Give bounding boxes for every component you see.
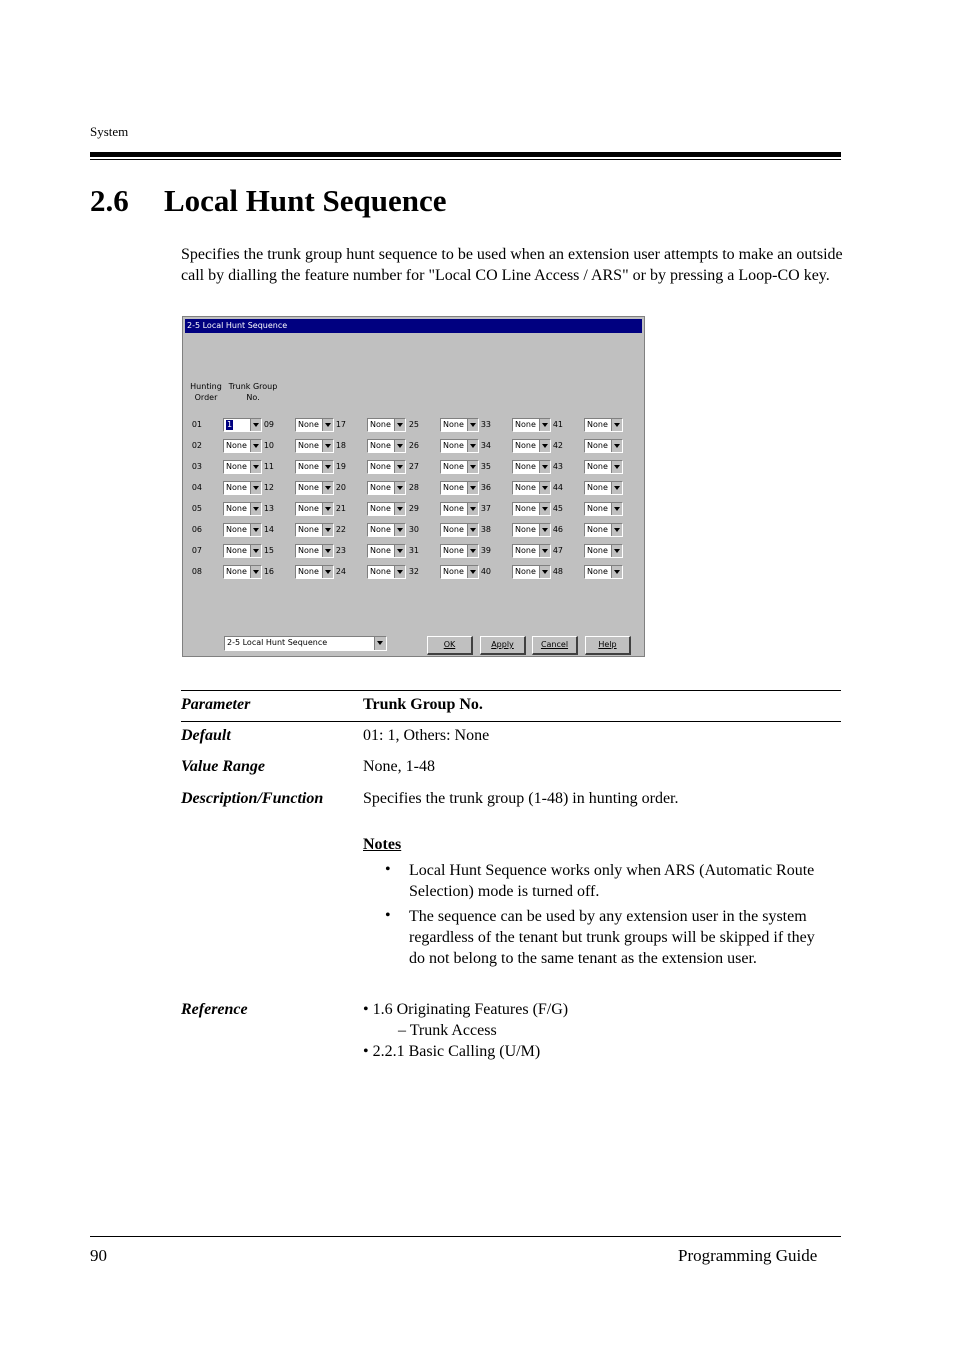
trunk-group-value: None — [226, 525, 247, 534]
trunk-group-value: None — [443, 525, 464, 534]
trunk-group-header: Trunk Group No. — [228, 382, 278, 402]
chevron-down-icon[interactable] — [611, 545, 622, 557]
trunk-group-value: None — [587, 567, 608, 576]
cancel-button[interactable]: Cancel — [532, 636, 578, 655]
hunting-order-number: 43 — [552, 462, 563, 471]
hunting-order-number: 16 — [263, 567, 274, 576]
section-number: 2.6 — [90, 183, 129, 218]
trunk-group-value: None — [515, 567, 536, 576]
trunk-group-value: None — [298, 483, 319, 492]
trunk-group-value: None — [587, 525, 608, 534]
chevron-down-icon[interactable] — [611, 566, 622, 578]
hunting-order-number: 46 — [552, 525, 563, 534]
view-select[interactable] — [224, 636, 387, 651]
trunk-group-value: None — [298, 441, 319, 450]
hunting-order-number: 06 — [191, 525, 202, 534]
trunk-group-value: None — [443, 483, 464, 492]
header-rule-thin — [90, 159, 841, 160]
hunting-order-number: 12 — [263, 483, 274, 492]
trunk-group-value: None — [443, 504, 464, 513]
hunting-order-number: 29 — [408, 504, 419, 513]
trunk-group-value: None — [443, 462, 464, 471]
trunk-group-value: None — [515, 525, 536, 534]
default-label: Default — [181, 727, 231, 744]
table-rule — [181, 721, 841, 722]
section-title: Local Hunt Sequence — [164, 183, 447, 218]
bullet: • — [385, 907, 391, 924]
hunting-order-number: 35 — [480, 462, 491, 471]
trunk-group-value: None — [587, 420, 608, 429]
hunting-order-number: 14 — [263, 525, 274, 534]
hunting-order-number: 28 — [408, 483, 419, 492]
hunting-order-number: 47 — [552, 546, 563, 555]
chevron-down-icon[interactable] — [611, 503, 622, 515]
hunting-order-number: 34 — [480, 441, 491, 450]
ok-button[interactable]: OK — [427, 636, 473, 655]
trunk-group-value: None — [226, 462, 247, 471]
trunk-group-value: None — [226, 504, 247, 513]
trunk-group-value: None — [298, 525, 319, 534]
trunk-group-value: None — [443, 441, 464, 450]
hunting-order-number: 40 — [480, 567, 491, 576]
hunting-order-number: 04 — [191, 483, 202, 492]
hunting-order-number: 19 — [335, 462, 346, 471]
hunting-order-number: 38 — [480, 525, 491, 534]
hunting-order-number: 02 — [191, 441, 202, 450]
dialog-title: 2-5 Local Hunt Sequence — [185, 319, 642, 333]
trunk-group-value: None — [298, 546, 319, 555]
trunk-group-value: None — [587, 546, 608, 555]
trunk-group-value: None — [370, 441, 391, 450]
hunting-order-number: 31 — [408, 546, 419, 555]
hunting-order-number: 45 — [552, 504, 563, 513]
trunk-group-value: None — [298, 462, 319, 471]
chevron-down-icon[interactable] — [374, 637, 386, 650]
hunting-order-number: 18 — [335, 441, 346, 450]
hunting-order-number: 42 — [552, 441, 563, 450]
hunting-order-number: 13 — [263, 504, 274, 513]
parameter-value: Trunk Group No. — [363, 696, 483, 713]
hunting-order-number: 26 — [408, 441, 419, 450]
reference-item: • 2.2.1 Basic Calling (U/M) — [363, 1043, 541, 1060]
trunk-group-value: None — [515, 420, 536, 429]
book-title: Programming Guide — [678, 1246, 818, 1265]
hunting-order-number: 37 — [480, 504, 491, 513]
hunting-order-number: 41 — [552, 420, 563, 429]
hunting-order-number: 27 — [408, 462, 419, 471]
hunting-order-number: 03 — [191, 462, 202, 471]
trunk-group-value: None — [370, 567, 391, 576]
trunk-group-select[interactable] — [584, 418, 623, 432]
page-number: 90 — [90, 1246, 107, 1265]
hunting-order-number: 07 — [191, 546, 202, 555]
trunk-group-value: None — [515, 483, 536, 492]
hunting-order-number: 23 — [335, 546, 346, 555]
trunk-group-select[interactable] — [584, 481, 623, 495]
trunk-group-value: None — [298, 504, 319, 513]
trunk-group-value: None — [370, 420, 391, 429]
hunting-order-number: 17 — [335, 420, 346, 429]
trunk-group-value: None — [370, 504, 391, 513]
trunk-group-value: None — [226, 483, 247, 492]
hunting-order-header: Hunting Order — [190, 382, 222, 402]
value-range-value: None, 1-48 — [363, 758, 435, 775]
hunting-order-number: 21 — [335, 504, 346, 513]
trunk-group-value: None — [515, 504, 536, 513]
chevron-down-icon[interactable] — [611, 482, 622, 494]
trunk-group-select[interactable] — [584, 439, 623, 453]
bullet: • — [385, 861, 391, 878]
trunk-group-value: None — [443, 420, 464, 429]
intro-paragraph: Specifies the trunk group hunt sequence to be used when an extension user attempts to make an outside call by dialling the feature number for "Local CO Line Access / ARS" or by pressing a Loop-CO key. — [181, 246, 843, 284]
trunk-group-value: None — [226, 567, 247, 576]
trunk-group-value: 1 — [227, 420, 233, 429]
hunting-order-number: 05 — [191, 504, 202, 513]
trunk-group-value: None — [370, 525, 391, 534]
header-rule — [90, 152, 841, 157]
description-value: Specifies the trunk group (1-48) in hunting order. — [363, 790, 679, 807]
hunting-order-number: 10 — [263, 441, 274, 450]
chevron-down-icon[interactable] — [611, 440, 622, 452]
hunting-order-number: 44 — [552, 483, 563, 492]
chevron-down-icon[interactable] — [611, 461, 622, 473]
trunk-group-value: None — [515, 462, 536, 471]
hunting-order-number: 32 — [408, 567, 419, 576]
trunk-group-value: None — [515, 441, 536, 450]
value-range-label: Value Range — [181, 758, 266, 775]
hunting-order-number: 39 — [480, 546, 491, 555]
parameter-label: Parameter — [181, 696, 251, 713]
hunting-order-number: 22 — [335, 525, 346, 534]
trunk-group-value: None — [587, 504, 608, 513]
trunk-group-value: None — [226, 546, 247, 555]
trunk-group-select[interactable] — [584, 565, 623, 579]
local-hunt-sequence-dialog — [182, 316, 645, 657]
note-item: The sequence can be used by any extension user in the system regardless of the tenant but trunk groups will be skipped if they do not belong to the same tenant as the extension user. — [409, 908, 815, 967]
note-item: Local Hunt Sequence works only when ARS (Automatic Route Selection) mode is turned off. — [409, 862, 815, 900]
trunk-group-value: None — [515, 546, 536, 555]
trunk-group-value: None — [370, 462, 391, 471]
reference-item: • 1.6 Originating Features (F/G) — [363, 1001, 569, 1018]
trunk-group-select[interactable] — [584, 523, 623, 537]
hunting-order-number: 08 — [191, 567, 202, 576]
trunk-group-value: None — [370, 483, 391, 492]
reference-subitem: – Trunk Access — [398, 1022, 497, 1039]
chevron-down-icon[interactable] — [611, 524, 622, 536]
reference-label: Reference — [181, 1001, 248, 1018]
trunk-group-select[interactable] — [584, 460, 623, 474]
trunk-group-value: None — [298, 420, 319, 429]
view-select-value: 2-5 Local Hunt Sequence — [227, 638, 328, 647]
hunting-order-number: 48 — [552, 567, 563, 576]
hunting-order-number: 09 — [263, 420, 274, 429]
hunting-order-number: 15 — [263, 546, 274, 555]
trunk-group-value: None — [587, 483, 608, 492]
hunting-order-number: 30 — [408, 525, 419, 534]
trunk-group-select[interactable] — [584, 544, 623, 558]
hunting-order-number: 33 — [480, 420, 491, 429]
trunk-group-value: None — [587, 462, 608, 471]
hunting-order-number: 11 — [263, 462, 274, 471]
help-button[interactable]: Help — [585, 636, 631, 655]
trunk-group-value: None — [587, 441, 608, 450]
default-value: 01: 1, Others: None — [363, 727, 490, 744]
hunting-order-number: 36 — [480, 483, 491, 492]
trunk-group-select[interactable] — [584, 502, 623, 516]
chevron-down-icon[interactable] — [611, 419, 622, 431]
notes-heading: Notes — [363, 836, 402, 853]
trunk-group-value: None — [443, 567, 464, 576]
hunting-order-number: 01 — [191, 420, 202, 429]
running-header: System — [90, 124, 129, 139]
hunting-order-number: 25 — [408, 420, 419, 429]
trunk-group-value: None — [298, 567, 319, 576]
apply-button[interactable]: Apply — [480, 636, 526, 655]
hunting-order-number: 24 — [335, 567, 346, 576]
table-rule-top — [181, 690, 841, 691]
footer-rule — [90, 1236, 841, 1237]
hunting-order-number: 20 — [335, 483, 346, 492]
trunk-group-value: None — [370, 546, 391, 555]
trunk-group-value: None — [226, 441, 247, 450]
description-label: Description/Function — [181, 790, 324, 807]
trunk-group-value: None — [443, 546, 464, 555]
